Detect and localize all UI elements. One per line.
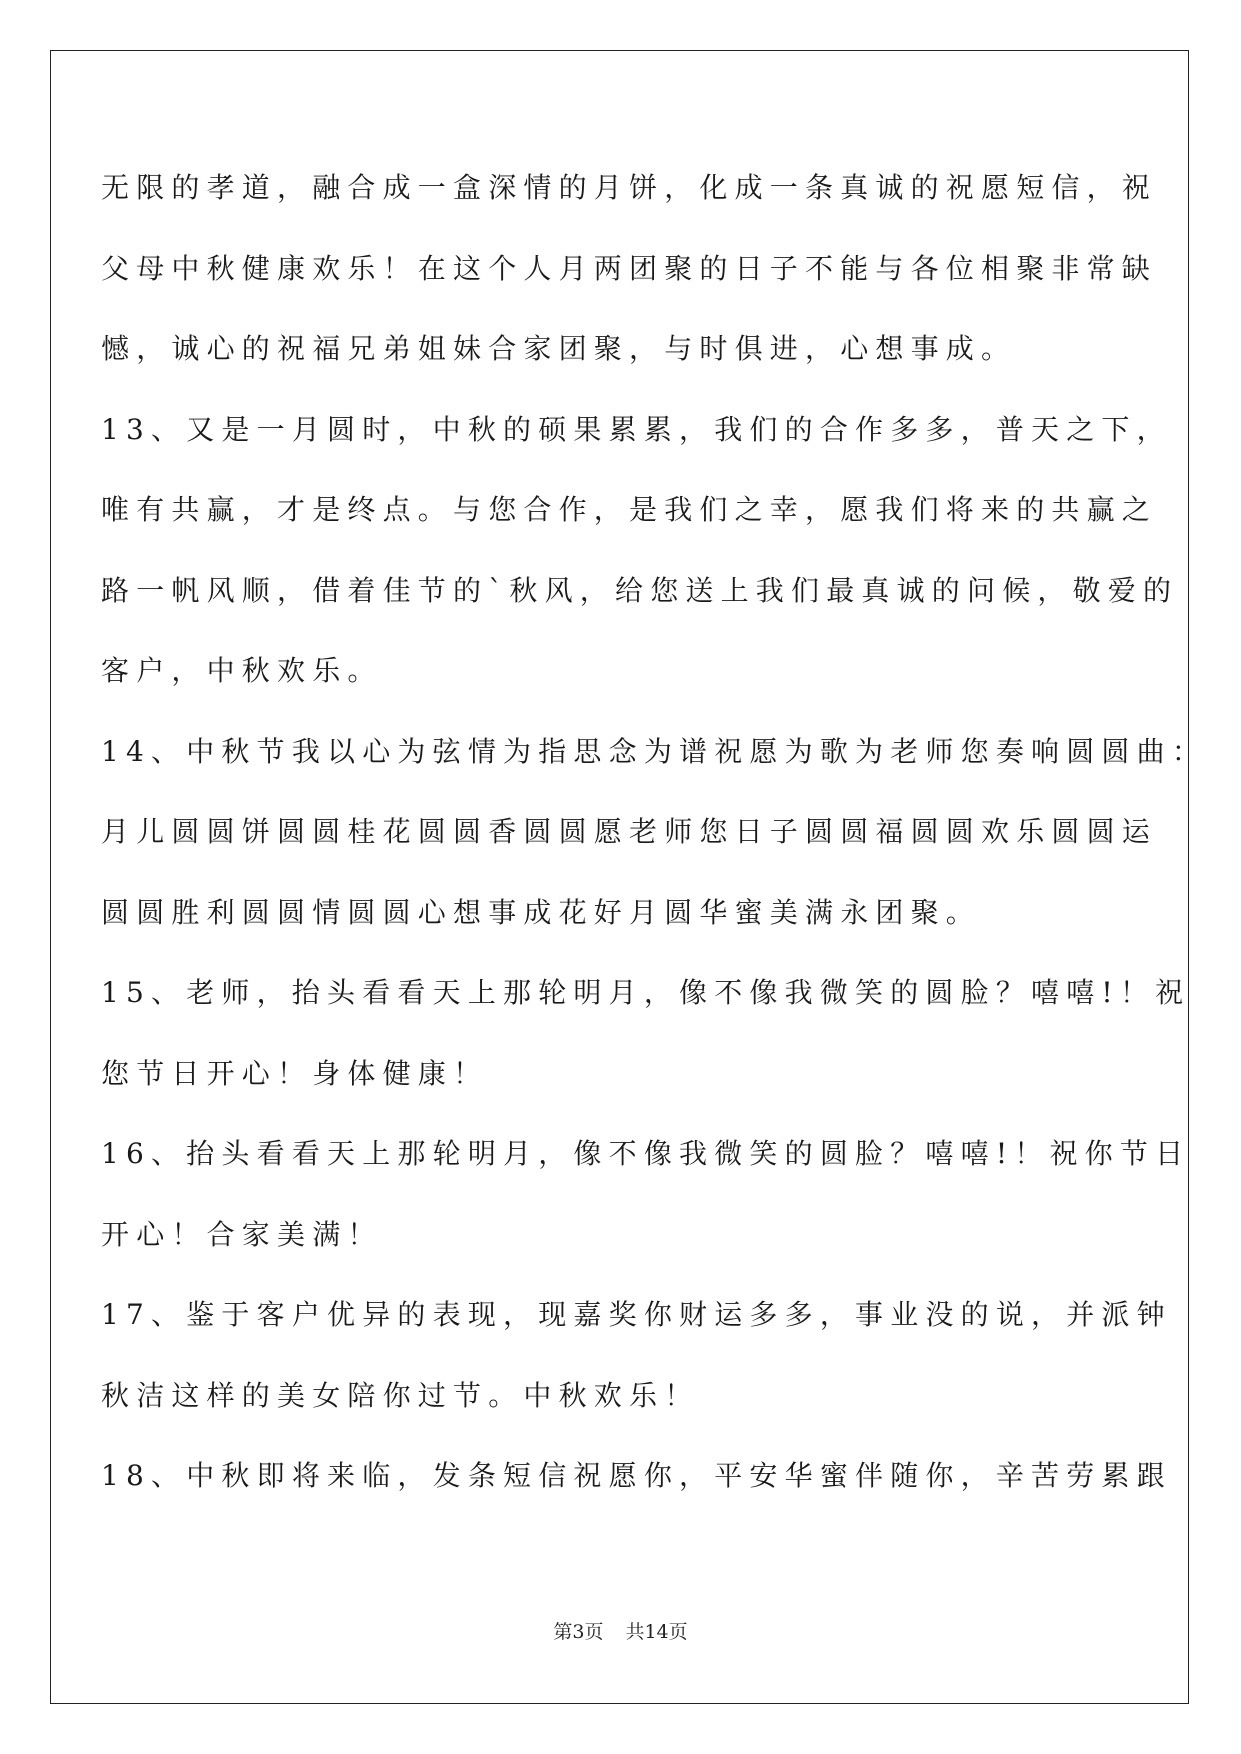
text-line: 15、老师，抬头看看天上那轮明月，像不像我微笑的圆脸？嘻嘻!！祝 — [101, 976, 1191, 1009]
text-line: 16、抬头看看天上那轮明月，像不像我微笑的圆脸？嘻嘻!！祝你节日 — [101, 1137, 1191, 1170]
document-body — [101, 148, 1208, 1517]
text-line: 13、又是一月圆时，中秋的硕果累累，我们的合作多多，普天之下， — [101, 412, 1172, 446]
text-line: 您节日开心！身体健康！ — [101, 1056, 489, 1090]
text-line: 圆圆胜利圆圆情圆圆心想事成花好月圆华蜜美满永团聚。 — [101, 895, 982, 929]
page-footer — [0, 1617, 1241, 1644]
page-total: 共14页 — [625, 1621, 688, 1643]
text-line: 18、中秋即将来临，发条短信祝愿你，平安华蜜伴随你，辛苦劳累跟 — [101, 1459, 1172, 1492]
text-line: 秋洁这样的美女陪你过节。中秋欢乐！ — [101, 1378, 700, 1412]
text-line: 无限的孝道，融合成一盒深情的月饼，化成一条真诚的祝愿短信，祝 — [101, 171, 1158, 204]
text-line: 开心！合家美满！ — [101, 1217, 383, 1251]
text-line: 路一帆风顺，借着佳节的`秋风，给您送上我们最真诚的问候，敬爱的 — [101, 573, 1179, 607]
text-line: 父母中秋健康欢乐！在这个人月两团聚的日子不能与各位相聚非常缺 — [101, 251, 1158, 285]
text-line: 客户，中秋欢乐。 — [101, 654, 383, 687]
text-line: 月儿圆圆饼圆圆桂花圆圆香圆圆愿老师您日子圆圆福圆圆欢乐圆圆运 — [101, 815, 1158, 848]
page-number: 第3页 — [553, 1621, 604, 1643]
text-line: 14、中秋节我以心为弦情为指思念为谱祝愿为歌为老师您奏响圆圆曲： — [101, 734, 1208, 768]
text-line: 17、鉴于客户优异的表现，现嘉奖你财运多多，事业没的说，并派钟 — [101, 1298, 1172, 1331]
text-line: 憾，诚心的祝福兄弟姐妹合家团聚，与时俱进，心想事成。 — [101, 332, 1017, 365]
text-line: 唯有共赢，才是终点。与您合作，是我们之幸，愿我们将来的共赢之 — [101, 493, 1158, 526]
